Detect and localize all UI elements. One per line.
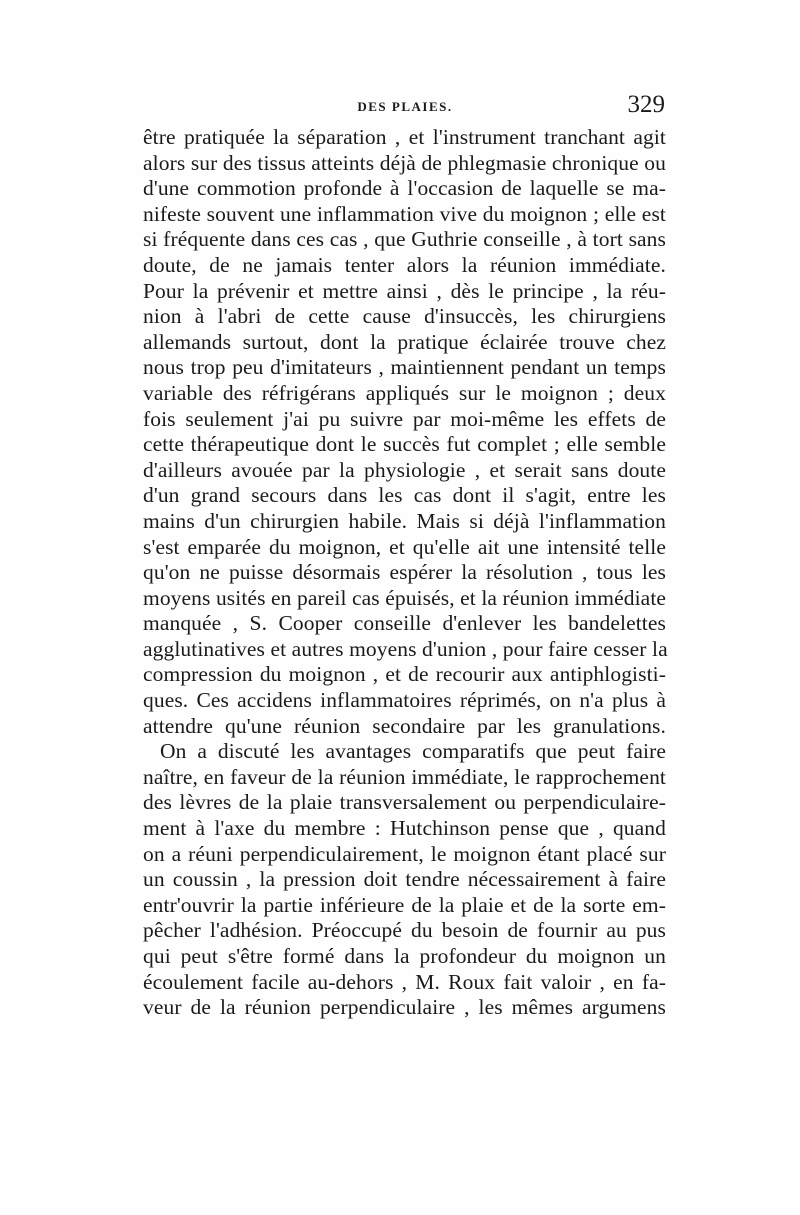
text-line: attendre qu'une réunion secondaire par les granulations.	[143, 713, 666, 738]
page-number: 329	[627, 91, 665, 118]
text-line: ques. Ces accidens inflammatoires réprimés, on n'a plus à	[143, 688, 666, 713]
text-line: écoulement facile au-dehors , M. Roux fait valoir , en fa-	[143, 969, 666, 994]
text-line: nous trop peu d'imitateurs , maintiennent pendant un temps	[143, 355, 666, 380]
text-line: nion à l'abri de cette cause d'insuccès, les chirurgiens	[143, 304, 666, 329]
text-line: ment à l'axe du membre : Hutchinson pense que , quand	[143, 816, 666, 841]
text-line: alors sur des tissus atteints déjà de phlegmasie chronique ou	[143, 150, 666, 175]
body-text	[143, 125, 666, 1021]
text-line: compression du moignon , et de recourir aux antiphlogisti-	[143, 662, 666, 687]
text-line: moyens usités en pareil cas épuisés, et la réunion immédiate	[143, 585, 667, 610]
running-title: DES PLAIES.	[357, 99, 453, 114]
text-line: allemands surtout, dont la pratique éclairée trouve chez	[143, 329, 666, 354]
text-line: on a réuni perpendiculairement, le moignon étant placé sur	[143, 841, 666, 866]
text-line: entr'ouvrir la partie inférieure de la plaie et de la sorte em-	[143, 892, 666, 917]
text-line: être pratiquée la séparation , et l'instrument tranchant agit	[143, 125, 666, 149]
text-line: d'ailleurs avouée par la physiologie , et serait sans doute	[143, 457, 666, 482]
text-line: qui peut s'être formé dans la profondeur du moignon un	[143, 944, 666, 968]
text-line: doute, de ne jamais tenter alors la réunion immédiate.	[143, 252, 666, 277]
text-line: cette thérapeutique dont le succès fut complet ; elle semble	[143, 432, 666, 457]
text-line: Pour la prévenir et mettre ainsi , dès le principe , la réu-	[143, 278, 666, 303]
text-line: s'est emparée du moignon, et qu'elle ait une intensité telle	[143, 534, 666, 559]
text-line: d'une commotion profonde à l'occasion de laquelle se ma-	[143, 176, 666, 201]
text-line: des lèvres de la plaie transversalement ou perpendiculaire-	[143, 790, 666, 815]
text-line: variable des réfrigérans appliqués sur le moignon ; deux	[143, 380, 666, 405]
text-line: nifeste souvent une inflammation vive du moignon ; elle est	[143, 201, 666, 226]
text-line: mains d'un chirurgien habile. Mais si déjà l'inflammation	[143, 508, 666, 533]
text-line: manquée , S. Cooper conseille d'enlever les bandelettes	[143, 611, 666, 636]
text-line: pêcher l'adhésion. Préoccupé du besoin de fournir au pus	[143, 918, 666, 943]
text-line: fois seulement j'ai pu suivre par moi-même les effets de	[143, 406, 666, 431]
running-head	[145, 93, 665, 123]
text-line-paragraph-start: On a discuté les avantages comparatifs que peut faire	[160, 739, 666, 764]
text-line: qu'on ne puisse désormais espérer la résolution , tous les	[143, 560, 666, 585]
text-line: veur de la réunion perpendiculaire , les mêmes argumens	[143, 995, 666, 1020]
text-line: agglutinatives et autres moyens d'union , pour faire cesser la	[143, 636, 668, 661]
text-line: un coussin , la pression doit tendre nécessairement à faire	[143, 867, 666, 892]
text-line: naître, en faveur de la réunion immédiate, le rapprochement	[143, 764, 666, 789]
text-line: d'un grand secours dans les cas dont il s'agit, entre les	[143, 483, 666, 508]
text-line: si fréquente dans ces cas , que Guthrie conseille , à tort sans	[143, 227, 666, 252]
